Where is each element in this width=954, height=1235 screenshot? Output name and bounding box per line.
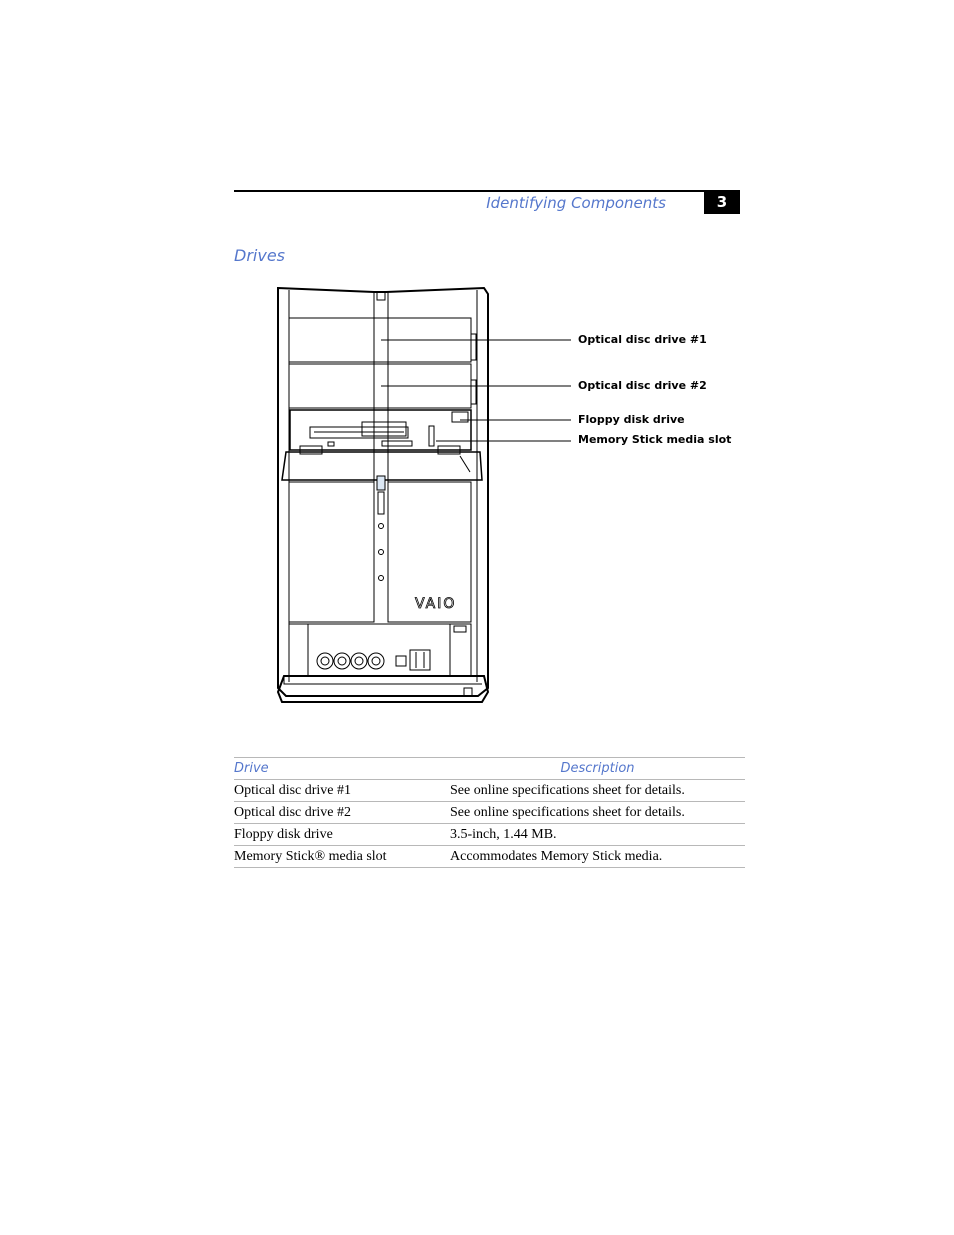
page-number: 3 xyxy=(704,191,740,214)
column-header-drive: Drive xyxy=(234,758,450,780)
drives-table xyxy=(234,757,745,868)
table-row xyxy=(234,824,745,846)
drive-cell: Optical disc drive #1 xyxy=(234,780,450,802)
table-row xyxy=(234,802,745,824)
drive-cell: Floppy disk drive xyxy=(234,824,450,846)
description-cell: See online specifications sheet for details. xyxy=(450,802,745,824)
description-cell: Accommodates Memory Stick media. xyxy=(450,846,745,868)
description-cell: See online specifications sheet for details. xyxy=(450,780,745,802)
callout-memory-stick-slot: Memory Stick media slot xyxy=(578,433,732,446)
callout-floppy-drive: Floppy disk drive xyxy=(578,413,685,426)
header-rule xyxy=(234,190,740,192)
drive-cell: Memory Stick® media slot xyxy=(234,846,450,868)
vaio-logo: VAIO xyxy=(415,596,457,612)
column-header-description: Description xyxy=(450,758,745,780)
section-title: Drives xyxy=(234,246,285,265)
table-row xyxy=(234,846,745,868)
running-header-title: Identifying Components xyxy=(486,194,666,212)
table-header-row xyxy=(234,758,745,780)
table-row xyxy=(234,780,745,802)
callout-optical-drive-2: Optical disc drive #2 xyxy=(578,379,707,392)
description-cell: 3.5-inch, 1.44 MB. xyxy=(450,824,745,846)
drive-cell: Optical disc drive #2 xyxy=(234,802,450,824)
callout-optical-drive-1: Optical disc drive #1 xyxy=(578,333,707,346)
